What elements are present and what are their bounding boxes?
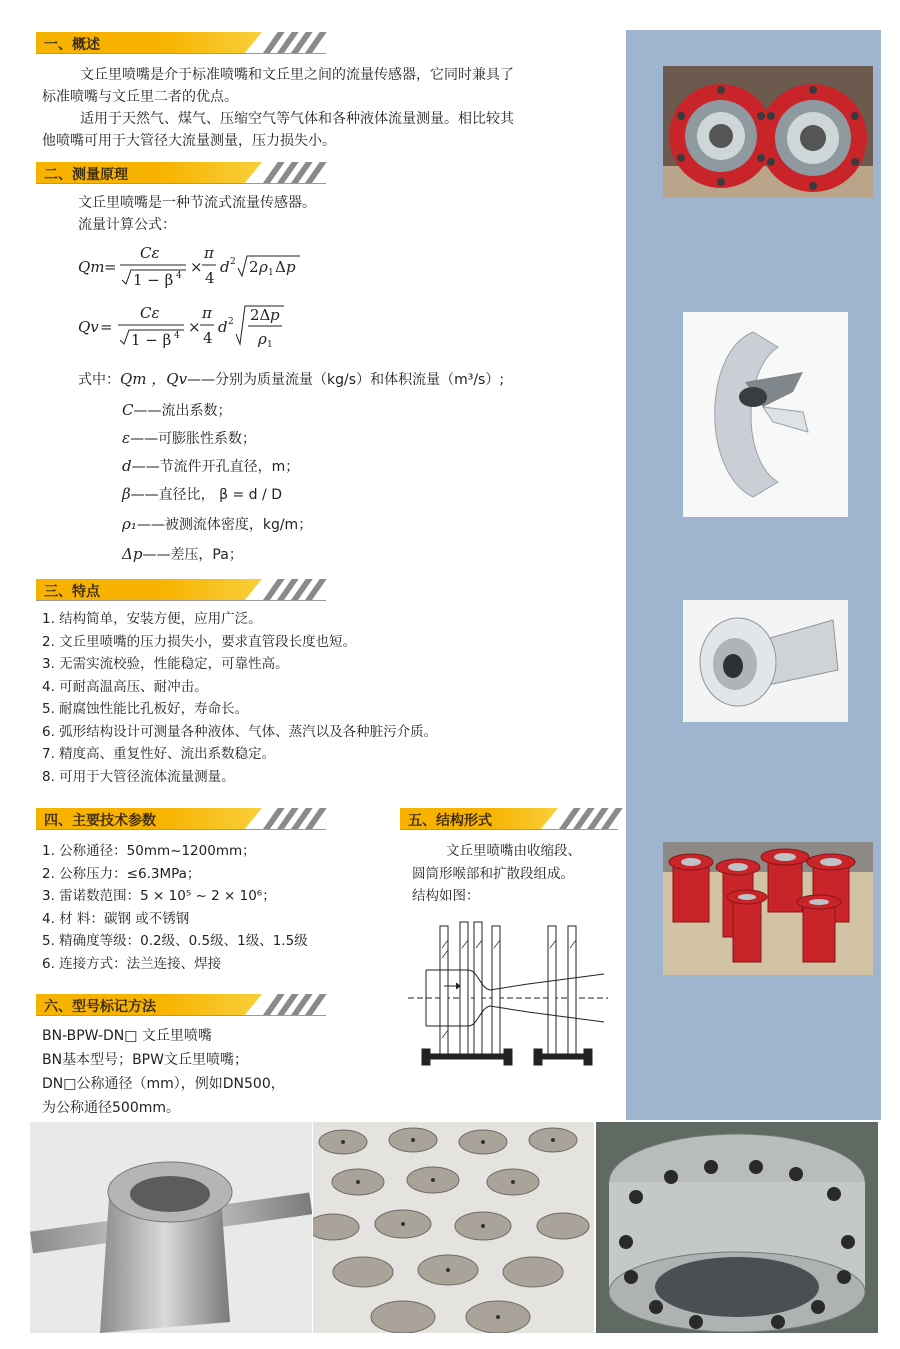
symbol: C [122,401,134,419]
formula-qm [78,240,318,292]
symbol-row [122,484,312,514]
where-line [78,368,504,389]
svg-text:=: = [100,318,113,336]
photo-steel-flange-assembly [596,1122,878,1333]
photo-nozzle-pipe [683,600,848,722]
where-prefix: 式中： [78,372,120,388]
svg-text:Cε: Cε [140,244,160,262]
principle-intro: 文丘里喷嘴是一种节流式流量传感器。 [78,195,316,211]
svg-text:4: 4 [174,331,180,341]
svg-text:4: 4 [203,329,213,347]
structure-line: 圆筒形喉部和扩散段组成。 [412,865,574,882]
svg-text:1 − β: 1 − β [133,271,174,289]
section-header-principle [36,162,326,184]
features-list [42,608,437,788]
structure-diagram [408,918,608,1078]
section-title: 三、特点 [44,584,100,600]
feature-item: 6. 弧形结构设计可测量各种液体、气体、蒸汽以及各种脏污介质。 [42,723,438,740]
svg-text:Qm: Qm [78,258,105,276]
photo-steel-discs [313,1122,594,1333]
svg-text:×: × [190,258,203,276]
param-item: 4. 材 料：碳钢 或不锈钢 [42,910,190,927]
section-header-model [36,994,326,1016]
overview-p1-line2: 标准喷嘴与文丘里二者的优点。 [42,89,238,105]
symbol-desc: ——差压，Pa； [142,547,243,563]
svg-text:1: 1 [267,340,273,350]
symbol: d [122,457,132,475]
symbol: ε [122,429,131,447]
svg-text:=: = [104,258,117,276]
section-header-params [36,808,326,830]
param-item: 3. 雷诺数范围：5 × 10⁵ ~ 2 × 10⁶； [42,888,276,904]
svg-text:2Δ: 2Δ [250,306,271,324]
where-symbols: Qm ，Qv [120,370,188,388]
symbol-row [122,428,312,456]
photo-steel-nozzle [30,1122,312,1333]
svg-text:1 − β: 1 − β [131,331,172,349]
symbol-desc: ——被测流体密度，kg/m； [136,517,313,533]
model-list [42,1024,285,1120]
section-title: 六、型号标记方法 [44,999,156,1015]
section-title: 四、主要技术参数 [44,813,156,829]
feature-item: 4. 可耐高温高压、耐冲击。 [42,678,208,695]
model-line: 为公称通径500mm。 [42,1100,180,1116]
symbol: Δp [122,545,143,563]
feature-item: 2. 文丘里喷嘴的压力损失小，要求直管段长度也短。 [42,633,357,650]
symbol-row [122,400,312,428]
section-title: 一、概述 [44,37,100,53]
svg-text:2: 2 [228,317,234,327]
param-item: 5. 精确度等级：0.2级、0.5级、1级、1.5级 [42,933,308,949]
overview-p1-line1: 文丘里喷嘴是介于标准喷嘴和文丘里之间的流量传感器，它同时兼具了 [80,67,514,83]
svg-text:2: 2 [249,258,259,276]
section-title: 二、测量原理 [44,167,128,183]
feature-item: 3. 无需实流校验，性能稳定，可靠性高。 [42,656,289,672]
svg-text:×: × [188,318,201,336]
svg-text:p: p [270,306,280,324]
svg-text:ρ: ρ [259,258,268,276]
photo-red-flanges [663,66,873,198]
feature-item: 1. 结构简单，安装方便，应用广泛。 [42,611,262,627]
photo-red-venturi-tubes [663,842,873,975]
symbol-desc: ——直径比， β = d / D [130,487,282,503]
svg-text:2: 2 [230,257,236,267]
photo-nozzle-render [683,312,848,517]
svg-text:d: d [220,258,230,276]
svg-text:Cε: Cε [140,304,160,322]
overview-p2-line1: 适用于天然气、煤气、压缩空气等气体和各种液体流量测量。相比较其 [80,111,514,127]
model-line: BN-BPW-DN□ 文丘里喷嘴 [42,1028,212,1044]
symbol-desc: ——流出系数； [133,403,232,419]
svg-text:ρ: ρ [258,330,267,348]
section-header-features [36,579,326,601]
model-line: BN基本型号；BPW文丘里喷嘴； [42,1052,248,1068]
feature-item: 7. 精度高、重复性好、流出系数稳定。 [42,746,276,762]
svg-text:π: π [202,304,212,322]
symbol-desc: ——可膨胀性系数； [130,431,257,447]
symbol: β [122,485,131,503]
formula-label: 流量计算公式： [78,217,176,233]
params-list [42,840,308,975]
model-line: DN□公称通径（mm），例如DN500， [42,1076,285,1092]
symbol-desc: ——节流件开孔直径，m； [131,459,300,475]
structure-text [412,840,581,908]
svg-text:1: 1 [268,268,274,278]
overview-p2-line2: 他喷嘴可用于大管径大流量测量，压力损失小。 [42,133,336,149]
symbol-row [122,544,312,572]
where-desc: ——分别为质量流量（kg/s）和体积流量（m³/s）; [187,372,505,388]
symbol-list [122,400,312,572]
section-title: 五、结构形式 [408,813,492,829]
svg-text:4: 4 [176,271,182,281]
svg-text:4: 4 [205,269,215,287]
param-item: 2. 公称压力：≤6.3MPa； [42,865,201,882]
formula-qv [78,300,318,358]
param-item: 1. 公称通径：50mm~1200mm； [42,843,256,859]
feature-item: 8. 可用于大管径流体流量测量。 [42,768,235,785]
symbol-row [122,514,312,544]
feature-item: 5. 耐腐蚀性能比孔板好，寿命长。 [42,701,249,717]
symbol: ρ₁ [122,515,137,533]
symbol-row [122,456,312,484]
overview-text [42,64,617,152]
structure-line: 文丘里喷嘴由收缩段、 [446,843,581,859]
svg-text:π: π [204,244,214,262]
param-item: 6. 连接方式：法兰连接、焊接 [42,955,222,972]
section-header-structure [400,808,618,830]
svg-text:Δ: Δ [275,258,286,276]
structure-line: 结构如图： [412,888,480,904]
svg-text:d: d [218,318,228,336]
section-header-overview [36,32,326,54]
svg-text:p: p [286,258,296,276]
svg-text:Qv: Qv [78,318,99,336]
